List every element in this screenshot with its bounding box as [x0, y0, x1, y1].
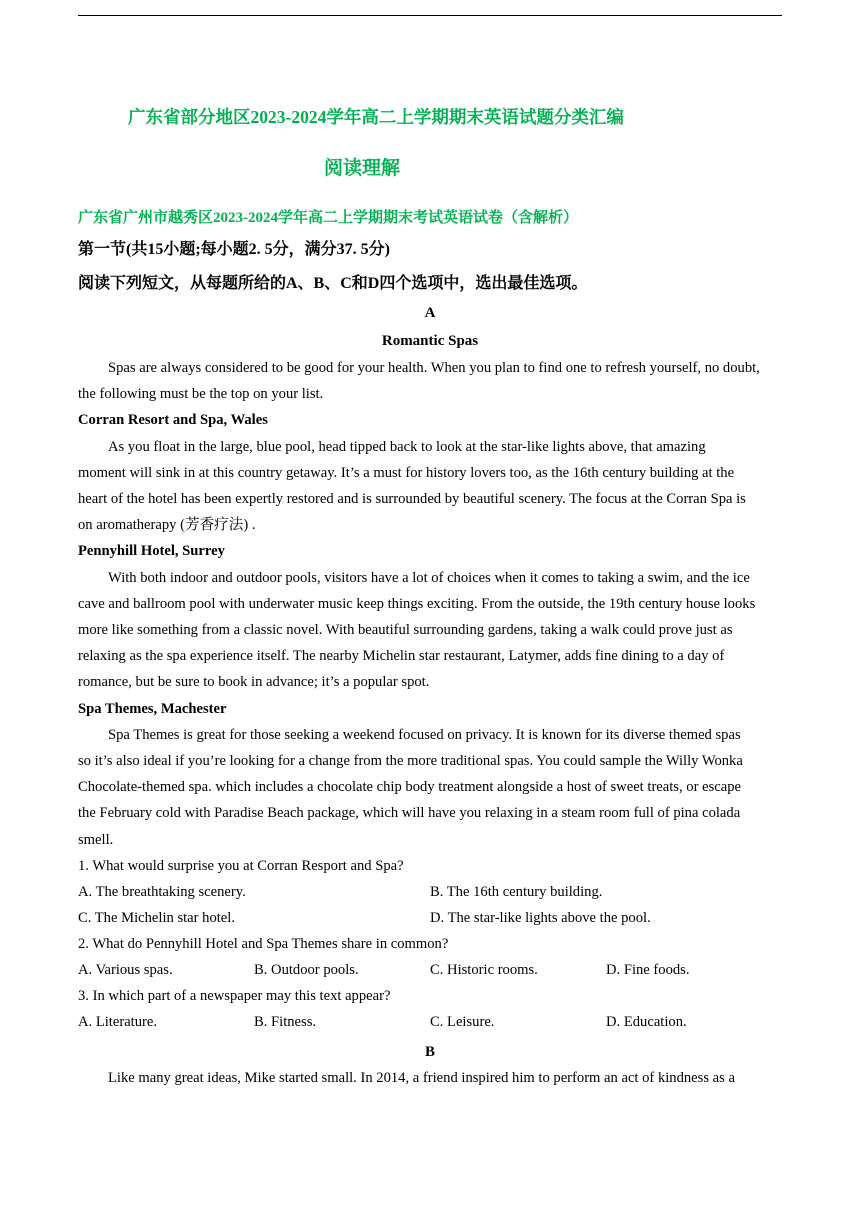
text-line: With both indoor and outdoor pools, visitors have a lot of choices when it comes to taking a swim, and the ice [108, 569, 750, 586]
text-line: so it’s also ideal if you’re looking for a change from the more traditional spas. You could sample the Willy Wonka [78, 753, 743, 770]
q2-option-b: B. Outdoor pools. [254, 962, 359, 978]
text-line: heart of the hotel has been expertly restored and is surrounded by beautiful scenery. The focus at the Corran Spa is [78, 491, 746, 508]
q3-option-b: B. Fitness. [254, 1014, 317, 1030]
passage-a-title: Romantic Spas [381, 333, 479, 349]
q1-option-c: C. The Michelin star hotel. [78, 910, 235, 926]
section-heading: 第一节(共15小题;每小题2. 5分，满分37. 5分) [78, 241, 390, 258]
passage-a-body [78, 355, 790, 879]
text-line: on aromatherapy (芳香疗法) . [78, 517, 256, 534]
text-line: more like something from a classic novel. With beautiful surrounding gardens, taking a walk could prove just as [78, 622, 733, 639]
text-line: As you float in the large, blue pool, head tipped back to look at the star-like lights above, that amazing [108, 438, 706, 455]
q2-option-a: A. Various spas. [78, 962, 173, 978]
question-3-stem: 3. In which part of a newspaper may this text appear? [78, 988, 391, 1004]
section-heading-corran: Corran Resort and Spa, Wales [78, 412, 268, 429]
text-line: the following must be the top on your list. [78, 386, 324, 403]
q1-option-a: A. The breathtaking scenery. [78, 884, 246, 900]
text-line: smell. [78, 831, 114, 848]
text-line: Spa Themes is great for those seeking a weekend focused on privacy. It is known for its diverse themed spas [108, 726, 741, 743]
question-2-stem: 2. What do Pennyhill Hotel and Spa Themes share in common? [78, 936, 449, 952]
document-subtitle: 阅读理解 [323, 158, 400, 179]
q2-option-c: C. Historic rooms. [430, 962, 538, 978]
header-rule [78, 15, 782, 16]
text-line: relaxing as the spa experience itself. The nearby Michelin star restaurant, Latymer, adds fine dining to a day of [78, 648, 725, 665]
text-line: Spas are always considered to be good for your health. When you plan to find one to refresh yourself, no doubt, [108, 360, 760, 376]
exam-source: 广东省广州市越秀区2023-2024学年高二上学期期末考试英语试卷（含解析） [78, 210, 578, 226]
q3-option-d: D. Education. [606, 1014, 687, 1030]
q1-option-b: B. The 16th century building. [430, 884, 603, 900]
text-line: the February cold with Paradise Beach package, which will have you relaxing in a steam room full of pina colada [78, 805, 741, 822]
section-heading-pennyhill: Pennyhill Hotel, Surrey [78, 543, 225, 560]
q2-option-d: D. Fine foods. [606, 962, 690, 978]
passage-b-letter: B [424, 1044, 435, 1060]
section-heading-spa-themes: Spa Themes, Machester [78, 700, 227, 717]
instructions: 阅读下列短文，从每题所给的A、B、C和D四个选项中，选出最佳选项。 [78, 275, 588, 292]
text-line: cave and ballroom pool with underwater music keep things exciting. From the outside, the 19th century house looks [78, 595, 756, 612]
passage-a-letter: A [424, 305, 436, 321]
question-1-stem: 1. What would surprise you at Corran Resport and Spa? [78, 857, 404, 874]
text-line: moment will sink in at this country getaway. It’s a must for history lovers too, as the 16th century building at the [78, 464, 735, 481]
q3-option-a: A. Literature. [78, 1014, 158, 1030]
text-line: Chocolate-themed spa. which includes a chocolate chip body treatment alongside a host of sweet treats, or escape [78, 779, 741, 796]
text-line: romance, but be sure to book in advance; it’s a popular spot. [78, 674, 430, 691]
document-title: 广东省部分地区2023-2024学年高二上学期期末英语试题分类汇编 [128, 107, 624, 127]
passage-b-first-line: Like many great ideas, Mike started small. In 2014, a friend inspired him to perform an act of kindness as a [108, 1070, 735, 1086]
q1-option-d: D. The star-like lights above the pool. [430, 910, 651, 926]
q3-option-c: C. Leisure. [430, 1014, 495, 1030]
